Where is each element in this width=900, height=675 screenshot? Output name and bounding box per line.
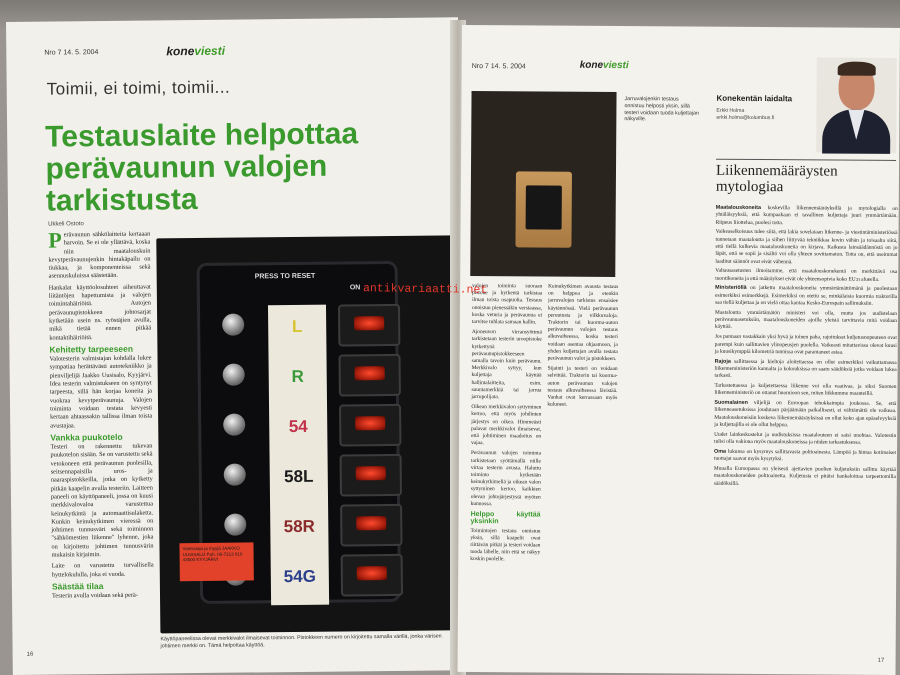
headline-line: perävaunun valojen	[45, 149, 328, 186]
body-paragraph: Muualla Euroopassa on yleisesti ajettavien puolien kuljetuksiin sallittu käyttää maatalouskoneiden polttoainetta. Kuljetusta ei pitäisi hankaloittaa tarpeettomilla säädöksillä.	[713, 465, 896, 487]
headline-line: tarkistusta	[45, 183, 198, 218]
dropcap: P	[48, 227, 62, 253]
photo-caption-right: Jarruvalojenkin testaus onnistuu helposti yksin, sillä testeri voidaan tuoda kuljettajan näkyville.	[624, 96, 699, 123]
body-paragraph: Perävaunun valojen toiminta tarkistetaan syöttämällä niille virtaa testerin avusta. Haluttu toiminto kytketään keinukytkimellä ja oikean valon syttyminen kertoo, kaikkien olevan johtojärjestystä myöten kunnossa.	[470, 450, 542, 508]
function-code-label: 58R	[283, 516, 315, 537]
rocker-switch	[341, 554, 403, 597]
para-text: lukunsa on kysymys sallittavasta polttoainesta. Lämpöä ja hintaa kotimaiset tuottajat saavat myös kysytyksi.	[713, 448, 897, 463]
article-column-2	[470, 283, 542, 567]
function-code-label: 58L	[284, 466, 314, 487]
logo-suffix: viesti	[603, 59, 629, 72]
body-paragraph: Oikean merkkivalon syttyminen kertoo, että myös johdinten järjestys on oikea. Himmeästi palavat merkkivalot ilmaisevat, että johtiminen maadoitus on vajaa.	[471, 404, 542, 447]
reset-knob	[224, 514, 246, 536]
lead-bold: Maatalouskoneita	[715, 204, 761, 212]
para-text: sallittaessa ja kieltoja aloitettaessa on ollut esimerkiksi vaikuttamassa liikenneministeriön kannalta ja kokouksissa on saatu säädöksiä jotka voidaan lukea tarkasti.	[714, 358, 897, 380]
page-number-right: 17	[877, 657, 885, 664]
indicator-lamp	[355, 366, 385, 380]
body-paragraph	[714, 449, 896, 465]
body-paragraph: valojen toiminta suoraan pistoke ja kytkentä tarkistaa ilman toista osapuolta. Testaus onnistuu pienessäkin verstaassa, koska veturia ja perävaunua ei tarvitse tuhlata samaan hallin.	[471, 283, 543, 326]
indicator-lamp	[355, 416, 385, 430]
subheading: Säästää tilaa	[51, 580, 104, 592]
portrait-hair	[838, 62, 876, 76]
article-column-3	[547, 284, 618, 413]
reset-knob	[223, 364, 245, 386]
body-paragraph: Maataloutta ymmärtämätön ministeri voi olla, mutta jos uudistelaan perävaunuasetuksiin, maatalouskoneiden ajoille yleisiä tarvittavia mitä voidaan käyttää.	[714, 309, 898, 331]
body-paragraph: Testeri on rakennettu tukevan puukotelon sisään. Se on varustettu sekä vetokoneen että perävaunun puolesilla, seitsennapaisilla uros- ja naaraspistokkeilla, jotka on kytketty pitkän kaapelin avulla testeriin. Laitteen paneeli on käyttöpaneeli, jossa on kuusi merkkivalovaloa varustettua keinukytkintä ja automaattisulaketta. Kunkin keinukytkimen vieressä on johtimen tunnusväri sekä toiminnon "sähkömestien liikenne" lyhenne, joka on kirjoitettu johtimen tunnusvärin mukaisin kirjaimin.	[50, 442, 154, 559]
body-paragraph: Uudet lainkeskustelut ja uudistuksissa maatalouteen ei saisi unohtaa. Valotestin tulisi olla vakiona myös maatalouskoneissa ja niiden tarkastuksessa.	[714, 431, 897, 446]
on-label: ON	[349, 284, 361, 292]
subheading: Helppo käyttää yksinkin	[470, 511, 541, 526]
column-author	[716, 108, 774, 121]
body-paragraph: Jos pannaan vastakkain yksi hyvä ja toinen paha, rajoitukset kuljetusnopeuteen ovat parempi kuin sallittavien ylinopeusjen puolella. Vaikeasti mitattavissa olevat kuusi ja kuusikymppiä kilometriä tunnissa ovat parantaneet asiaa.	[714, 333, 897, 356]
column-section-title: Konekentän laidalta	[716, 93, 793, 104]
body-paragraph: Toimintojen testaus onnistuu yksin, sillä kaapelit ovat riittävän pitkät ja testeri voidaan tuoda lähelle, niin että se näkyy koskin puolelle.	[470, 527, 541, 563]
issue-label-left: Nro 7 14. 5. 2004	[44, 49, 99, 57]
body-paragraph	[715, 358, 897, 381]
function-code-label: L	[291, 316, 303, 337]
body-paragraph	[715, 285, 897, 308]
press-to-reset-label: PRESS TO RESET	[254, 272, 316, 281]
page-number-left: 16	[26, 651, 34, 658]
body-paragraph: Sijainti ja testeri on voidaan selvittää. Traktorin tai kuorma-auton perävaunun valojen testaus alkuvaiheessa lävistää. Vanhat ovat kerrassaan myös kuluneet.	[547, 365, 618, 408]
para-bold: Rajoja	[714, 358, 731, 365]
rocker-switch	[339, 404, 401, 447]
magazine-logo-right	[580, 60, 629, 71]
body-paragraph: Tarkastettaessa ja kuljetettaessa liikenne voi olla vaativaa, ja siksi Suomen liikenneministeriö on ottanut huomioon sen, miten liikkumme maanteillä.	[714, 382, 897, 398]
tester-face	[526, 185, 562, 229]
indicator-lamp	[354, 316, 384, 330]
column-body	[714, 205, 898, 492]
photo-caption: Käyttöpaneelissa olevat merkkivalot ilmaisevat toiminnon. Pistokkeen numero on kirjoitettu samalla värillä, jonka värisen johtimen merkki on. Tämä helpottaa käyttöä.	[160, 633, 442, 649]
logo-suffix: viesti	[194, 43, 226, 59]
reset-knob	[222, 314, 244, 336]
magazine-logo-left	[166, 44, 225, 59]
body-paragraph: Valtausasetusten ilmoitamme, että maatalouskonekentä on merkittävä osa tuontikoneita ja että määräykset eivät ole yhteensopivia koko EU:n alueella.	[715, 268, 898, 283]
reset-knob	[224, 464, 246, 486]
para-bold: Suomalainen	[714, 399, 748, 407]
body-paragraph	[714, 400, 896, 430]
function-code-label: 54G	[283, 566, 316, 587]
indicator-lamp	[357, 566, 387, 580]
wooden-tester-box	[515, 171, 572, 247]
intro-paragraph	[48, 227, 151, 282]
body-paragraph: Laite on varustettu turvallisella hyttelokululla, joka ei vuoda.	[51, 561, 154, 579]
article-author: Ukkeli Ostoto	[48, 221, 84, 228]
manufacturer-sticker: Valmistaja ja myyjä JAAKKO UUSISALO Puh. 06-7213 010 43500 KYYJÄRVI	[179, 542, 253, 581]
column-author-email: erkki.holma@kolumbus.fi	[716, 114, 775, 121]
indicator-lamp	[356, 466, 386, 480]
indicator-lamp	[356, 516, 386, 530]
reset-knob	[223, 414, 245, 436]
function-code-label: R	[291, 366, 304, 387]
function-code-strip	[268, 305, 329, 606]
issue-label-right: Nro 7 14. 5. 2004	[471, 63, 526, 71]
article-kicker: Toimii, ei toimi, toimii...	[46, 77, 231, 99]
body-paragraph: Vaikeaselkoisuus tulee siitä, että lakia sovelataan liikenne- ja viestintäministeriössä tunnetaan maataloutta ja siihen liittyvää tekniikkaa kovin vähän ja toisaalta siitä, että tiellä kulkevia maatalouskoneita on kirjava. Kaikesta lainsäädännöstä on jo läpät, että se sopii ja sisältö voi olla yhteen sovittamaton. Totta on, että useimmat laaditut säännöt ovat eivät vähennä.	[715, 229, 898, 265]
watermark-text: antikvariaatti.net	[362, 282, 488, 297]
para-text: viljelijä on Euroopan tehokkaimpia joukossa. Se, että liikenneasetuksissa joudutaan pärjäämään paikallisesti, ei välttämättä ole vaikeaa. Maatalouskoneisiin koskeva liikennemääräyksissä on ollut koko ajan epäselvyyksiä ja kuljettajilla ei ole ollut helppoa.	[714, 400, 897, 429]
logo-prefix: kone	[166, 44, 195, 59]
article-headline	[45, 117, 456, 217]
rocker-switch	[338, 304, 400, 347]
author-portrait	[816, 57, 897, 153]
column-headline: Liikennemääräysten mytologiaa	[716, 159, 896, 196]
rocker-switch	[340, 454, 402, 497]
rocker-switch	[339, 354, 401, 397]
logo-prefix: kone	[579, 59, 604, 71]
brake-light-photo	[470, 91, 616, 277]
body-paragraph: Ajoneuvon virransyöttmä tarkistetaan testerin uroopistoke kytkettynä perävaunupistokkeeseen samalla tavoin kuin perävaunu. Merkkivalo syttyy, kun kuljettaja käyttää hallintalaitteita, esim. suuntamerkkiä tai jarrua jarrupolijata.	[471, 329, 542, 401]
rocker-switch	[340, 504, 402, 547]
left-page	[6, 17, 465, 675]
subheading: Vankka puukotelo	[50, 431, 123, 443]
body-paragraph: Valotesterin valmistajan kohdalla lukee sympatiaa herättävästi autotekniikko ja pienviljelijä Jaakko Uusisalo, Kyyjärvi. Idea testerin valmistukseen on syntynyt tarpeesta, sillä hän korjaa koneita ja vuokraa kevytperävaunuja. Valojen toiminta voidaan testata kevyesti kertaan ahtaassakin tallissa ilman toista avustajaa.	[49, 354, 153, 430]
intro-text: erävaunun sähkölaitteita kertaaan harvoin. Se ei ole yllättävä, koska niin maatalouskuin kevytperävaunujenkin hintakäpailu on tiukkaa, ja komponenteissa sekä asennuskuluissa säästetään.	[48, 230, 151, 281]
headline-line: Testauslaite helpottaa	[45, 117, 359, 154]
para-bold: Ministeriöllä	[715, 285, 747, 292]
function-code-label: 54	[288, 416, 308, 437]
body-paragraph: Hankalat käyttöolosuhteet aiheuttavat liitäntöjen hapettumista ja valojen toimintahäiriöitä. Autojen perävaunupistokkeen johtosarjat kytketään usein ns. ryöstäjien avulla, mikä tietää ennen pitkää kontaktihäiriöitä.	[48, 283, 152, 342]
right-page	[457, 25, 900, 675]
body-paragraph: Keinukytkimen avausta testaus on helppoa ja etenkin jarruvalojen tarkistus ensaisiee käytännössä. Vielä perävaunun peruutusta ja vilkkuvaloja. Traktorin tai kuorma-auton perävaunun valojen testaus alkuvaiheessa, koska testeri voidaan asentaa ohjaamoon, ja yhden kuljettajan avulla testata perävaunun valot ja pistokkeen.	[547, 283, 619, 363]
column-author-name: Erkki Holma	[716, 107, 745, 114]
subheading: Kehitetty tarpeeseen	[49, 343, 134, 355]
lead-text: koskevilla liikennemääräyksillä ja mytologialla on yhtäläisyyksiä, että kumpaakaan ei tavallinen kuljettaja juuri ymmärtämään. Riipeus liiottelua, puolesi totta.	[715, 205, 898, 226]
body-paragraph: Testerin avulla voidaan sekä perä-	[51, 591, 138, 600]
article-column-1	[48, 227, 154, 605]
body-paragraph	[716, 205, 898, 228]
para-bold: Oma	[714, 448, 727, 455]
para-text: on jatkettu maatalouskoneita ymmärtämättömänä ja puolestaan esimerkiksi esimerkkejä. Esimerkiksi on otettu se, minkälaisia kuormia traktorilla saa tiellä kuljettaa ja on vielä ottaa kantaa Kesko-Eurospain sallimuksiin.	[715, 285, 898, 307]
